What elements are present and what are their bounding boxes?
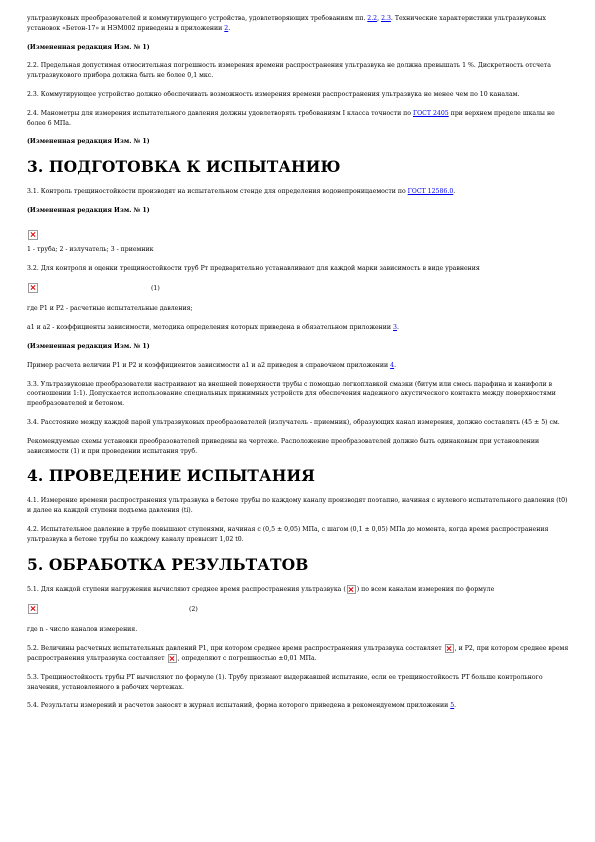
- broken-image-icon: [28, 230, 38, 240]
- paragraph-2-1-continued: [27, 14, 569, 34]
- paragraph-2-3: 2.3. Коммутирующее устройство должно обеспечивать возможность измерения времени распространения ультразвука не менее чем по 10 каналам.: [27, 90, 520, 98]
- broken-image-icon: [168, 654, 177, 663]
- amendment-note: (Измененная редакция Изм. № 1): [27, 206, 150, 214]
- broken-image-icon: [28, 604, 38, 614]
- paragraph-5-4: [27, 701, 569, 711]
- link-gost-2405[interactable]: ГОСТ 2405: [412, 109, 449, 117]
- formula-number: (1): [151, 284, 160, 292]
- text: Пример расчета величин P1 и P2 и коэффициентов зависимости a1 и a2 приведен в справочном приложении: [27, 361, 391, 369]
- broken-image-icon: [28, 283, 38, 293]
- paragraph-4-1: 4.1. Измерение времени распространения ультразвука в бетоне трубы по каждому каналу производят поэтапно, начиная с нулевого испытательного давления (t0) и далее на каждой ступени подъема давления (ti).: [27, 497, 568, 515]
- formula-2: [27, 603, 569, 615]
- section-3-heading: 3. ПОДГОТОВКА К ИСПЫТАНИЮ: [27, 157, 341, 177]
- paragraph-5-3: 5.3. Трещиностойкость трубы PТ вычисляют по формуле (1). Трубу признают выдержавшей испытание, если ее трещиностойкость PТ больше контрольного значения, установленного в рабочих чертежах.: [27, 673, 543, 691]
- link-appendix-2[interactable]: 2: [224, 24, 229, 32]
- text: 5.4. Результаты измерений и расчетов заносят в журнал испытаний, форма которого приведена в рекомендуемом приложении: [27, 702, 451, 710]
- text: 3.1. Контроль трещиностойкости производят на испытательном стенде для определения водонепроницаемости по: [27, 188, 408, 196]
- formula-1: [27, 282, 569, 294]
- link-appendix-4[interactable]: 4: [390, 361, 395, 369]
- text: , определяют с погрешностью ±0,01 МПа.: [177, 654, 317, 662]
- text: .: [228, 24, 231, 32]
- section-5-heading: 5. ОБРАБОТКА РЕЗУЛЬТАТОВ: [27, 554, 309, 574]
- broken-image-icon: [347, 585, 356, 594]
- text: ,: [377, 15, 382, 22]
- amendment-note: (Измененная редакция Изм. № 1): [27, 43, 150, 51]
- link-gost-12586[interactable]: ГОСТ 12586.0: [407, 188, 454, 196]
- broken-image-icon: [445, 644, 454, 653]
- link-appendix-3[interactable]: 3: [393, 324, 397, 332]
- text: a1 и a2 - коэффициенты зависимости, методика определения которых приведена в обязательном приложении: [27, 324, 394, 332]
- link-appendix-5[interactable]: 5: [450, 702, 455, 710]
- example-reference: [27, 361, 569, 371]
- text: .: [394, 361, 397, 369]
- text: ультразвуковых преобразователей и коммутирующего устройства, удовлетворяющих требованиям пп.: [27, 15, 368, 22]
- text: при верхнем пределе шкалы не более 6 МПа.: [27, 109, 555, 127]
- paragraph-5-2: [27, 644, 569, 664]
- text: .: [453, 188, 456, 196]
- section-4-heading: 4. ПРОВЕДЕНИЕ ИСПЫТАНИЯ: [27, 466, 316, 486]
- amendment-note: (Измененная редакция Изм. № 1): [27, 138, 150, 146]
- text: ) по всем каналам измерения по формуле: [356, 585, 495, 593]
- paragraph-3-2: 3.2. Для контроля и оценки трещиностойкости труб Pт предварительно устанавливают для каждой марки зависимость в виде уравнения: [27, 264, 480, 272]
- paragraph-3-4: 3.4. Расстояние между каждой парой ультразвуковых преобразователей (излучатель - приемник), образующих канал измерения, должно составлять (45 ± 5) см.: [27, 418, 560, 426]
- paragraph-schemes: Рекомендуемые схемы установки преобразователей приведены на чертеже. Расположение преобразователей должно быть одинаковым при установлении зависимости (1) и при проведении испытания труб.: [27, 437, 540, 455]
- paragraph-4-2: 4.2. Испытательное давление в трубе повышают ступенями, начиная с (0,5 ± 0,05) МПа, с шагом (0,1 ± 0,05) МПа до момента, когда время распространения ультразвука в бетоне трубы по каждому каналу превысит 1,02 t0.: [27, 525, 549, 543]
- paragraph-5-1: [27, 585, 569, 595]
- text: , и P2, при котором среднее время распространения ультразвука составляет: [27, 645, 569, 662]
- text: 2.4. Манометры для измерения испытательного давления должны удовлетворять требованиям I класса точности по: [27, 109, 413, 117]
- text: .: [396, 324, 399, 332]
- link-2-2[interactable]: 2.2: [367, 15, 378, 22]
- coefficients-definition: [27, 323, 569, 333]
- figure-legend: 1 - труба; 2 - излучатель; 3 - приемник: [27, 245, 154, 253]
- paragraph-3-1: [27, 187, 569, 197]
- where-definition: где n - число каналов измерения.: [27, 626, 138, 634]
- paragraph-3-3: 3.3. Ультразвуковые преобразователи настраивают на внешней поверхности трубы с помощью легкоплавкой смазки (битум или смесь парафина и канифоли в соотношении 1:1). Допускается использование специальных прижимных устройств для обеспечения надежного акустического контакта между поверхностями преобразователей и бетоном.: [27, 380, 556, 408]
- text: 5.2. Величины расчетных испытательных давлений P1, при котором среднее время распространения ультразвука составляет: [27, 645, 444, 653]
- amendment-note: (Измененная редакция Изм. № 1): [27, 342, 150, 350]
- formula-number: (2): [189, 605, 198, 613]
- where-definition: где P1 и P2 - расчетные испытательные давления;: [27, 305, 193, 313]
- paragraph-2-2: 2.2. Предельная допустимая относительная погрешность измерения времени распространения ультразвука не должна превышать 1 %. Дискретность отсчета ультразвукового прибора должна быть не более 0,1 мкс.: [27, 62, 551, 80]
- text: . Технические характеристики ультразвуковых установок «Бетон-17» и НЭМ002 приведены в приложении: [27, 15, 547, 32]
- figure-placeholder: [27, 225, 569, 237]
- text: 5.1. Для каждой ступени нагружения вычисляют среднее время распространения ультразвука (: [27, 585, 346, 593]
- link-2-3[interactable]: 2.3: [381, 15, 391, 22]
- document-page: [27, 14, 569, 720]
- paragraph-2-4: [27, 109, 569, 129]
- text: .: [454, 702, 457, 710]
